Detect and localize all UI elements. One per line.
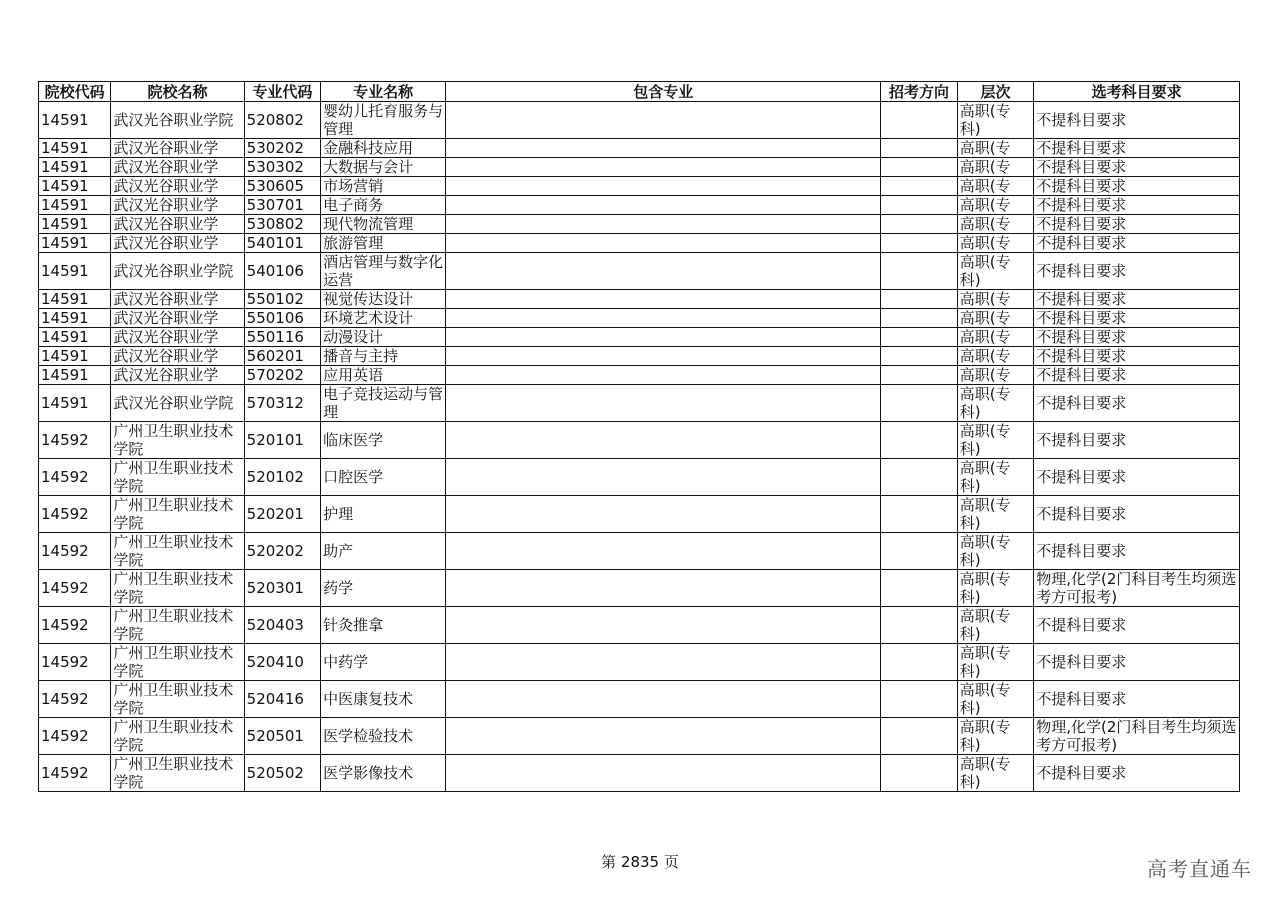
subject-requirement-cell: 不提科目要求 [1034, 290, 1240, 309]
major-code-cell: 570312 [244, 385, 320, 422]
direction-cell [881, 290, 957, 309]
level-cell: 高职(专科) [957, 607, 1033, 644]
subject-requirement-cell: 不提科目要求 [1034, 215, 1240, 234]
level-cell: 高职(专 [957, 215, 1033, 234]
subject-requirement-cell: 不提科目要求 [1034, 139, 1240, 158]
major-name-cell: 药学 [321, 570, 446, 607]
major-code-cell: 530802 [244, 215, 320, 234]
table-row [39, 718, 1240, 755]
major-code-cell: 520403 [244, 607, 320, 644]
subject-requirement-cell: 不提科目要求 [1034, 366, 1240, 385]
direction-cell [881, 385, 957, 422]
major-name-cell: 医学影像技术 [321, 755, 446, 792]
subject-requirement-cell: 不提科目要求 [1034, 347, 1240, 366]
major-code-cell: 520802 [244, 102, 320, 139]
major-code-cell: 520201 [244, 496, 320, 533]
school-code-cell: 14591 [39, 309, 111, 328]
included-majors-cell [446, 347, 881, 366]
school-name-cell: 广州卫生职业技术学院 [111, 607, 244, 644]
direction-cell [881, 139, 957, 158]
major-name-cell: 市场营销 [321, 177, 446, 196]
school-name-cell: 武汉光谷职业学 [111, 234, 244, 253]
table-row [39, 158, 1240, 177]
subject-requirement-cell: 不提科目要求 [1034, 755, 1240, 792]
direction-cell [881, 253, 957, 290]
table-row [39, 385, 1240, 422]
school-code-cell: 14592 [39, 755, 111, 792]
major-name-cell: 电子竞技运动与管理 [321, 385, 446, 422]
major-code-cell: 540106 [244, 253, 320, 290]
school-name-cell: 广州卫生职业技术学院 [111, 422, 244, 459]
table-row [39, 215, 1240, 234]
major-code-cell: 520202 [244, 533, 320, 570]
level-cell: 高职(专科) [957, 253, 1033, 290]
major-name-cell: 旅游管理 [321, 234, 446, 253]
direction-cell [881, 607, 957, 644]
major-name-cell: 中医康复技术 [321, 681, 446, 718]
direction-cell [881, 533, 957, 570]
page-number: 第 2835 页 [601, 853, 679, 871]
level-cell: 高职(专 [957, 158, 1033, 177]
table-row [39, 681, 1240, 718]
direction-cell [881, 718, 957, 755]
major-name-cell: 现代物流管理 [321, 215, 446, 234]
subject-requirement-cell: 不提科目要求 [1034, 496, 1240, 533]
header-level: 层次 [957, 82, 1033, 102]
level-cell: 高职(专科) [957, 755, 1033, 792]
school-code-cell: 14592 [39, 496, 111, 533]
major-code-cell: 530202 [244, 139, 320, 158]
major-name-cell: 医学检验技术 [321, 718, 446, 755]
school-code-cell: 14591 [39, 347, 111, 366]
table-row [39, 366, 1240, 385]
major-code-cell: 520301 [244, 570, 320, 607]
level-cell: 高职(专 [957, 328, 1033, 347]
major-name-cell: 视觉传达设计 [321, 290, 446, 309]
major-code-cell: 520102 [244, 459, 320, 496]
major-code-cell: 530605 [244, 177, 320, 196]
major-name-cell: 临床医学 [321, 422, 446, 459]
major-name-cell: 婴幼儿托育服务与管理 [321, 102, 446, 139]
school-name-cell: 广州卫生职业技术学院 [111, 718, 244, 755]
school-code-cell: 14591 [39, 366, 111, 385]
included-majors-cell [446, 215, 881, 234]
direction-cell [881, 366, 957, 385]
school-name-cell: 广州卫生职业技术学院 [111, 496, 244, 533]
included-majors-cell [446, 234, 881, 253]
major-name-cell: 助产 [321, 533, 446, 570]
subject-requirement-cell: 不提科目要求 [1034, 459, 1240, 496]
school-code-cell: 14591 [39, 139, 111, 158]
school-code-cell: 14592 [39, 681, 111, 718]
level-cell: 高职(专科) [957, 718, 1033, 755]
major-code-cell: 520502 [244, 755, 320, 792]
included-majors-cell [446, 533, 881, 570]
subject-requirement-cell: 不提科目要求 [1034, 328, 1240, 347]
subject-requirement-cell: 不提科目要求 [1034, 681, 1240, 718]
school-name-cell: 广州卫生职业技术学院 [111, 755, 244, 792]
table-row [39, 347, 1240, 366]
header-major-code: 专业代码 [244, 82, 320, 102]
header-school-code: 院校代码 [39, 82, 111, 102]
header-major-name: 专业名称 [321, 82, 446, 102]
level-cell: 高职(专 [957, 347, 1033, 366]
subject-requirement-cell: 物理,化学(2门科目考生均须选考方可报考) [1034, 570, 1240, 607]
header-subject-requirement: 选考科目要求 [1034, 82, 1240, 102]
level-cell: 高职(专 [957, 290, 1033, 309]
table-row [39, 177, 1240, 196]
direction-cell [881, 215, 957, 234]
level-cell: 高职(专科) [957, 459, 1033, 496]
school-code-cell: 14591 [39, 177, 111, 196]
header-direction: 招考方向 [881, 82, 957, 102]
included-majors-cell [446, 718, 881, 755]
direction-cell [881, 681, 957, 718]
major-code-cell: 550106 [244, 309, 320, 328]
subject-requirement-cell: 不提科目要求 [1034, 422, 1240, 459]
school-code-cell: 14591 [39, 328, 111, 347]
subject-requirement-cell: 不提科目要求 [1034, 533, 1240, 570]
direction-cell [881, 234, 957, 253]
subject-requirement-cell: 不提科目要求 [1034, 158, 1240, 177]
table-row [39, 607, 1240, 644]
subject-requirement-cell: 不提科目要求 [1034, 607, 1240, 644]
direction-cell [881, 177, 957, 196]
school-name-cell: 广州卫生职业技术学院 [111, 644, 244, 681]
major-code-cell: 520101 [244, 422, 320, 459]
subject-requirement-cell: 不提科目要求 [1034, 253, 1240, 290]
table-row [39, 533, 1240, 570]
included-majors-cell [446, 644, 881, 681]
level-cell: 高职(专 [957, 234, 1033, 253]
school-name-cell: 广州卫生职业技术学院 [111, 570, 244, 607]
direction-cell [881, 347, 957, 366]
major-code-cell: 520416 [244, 681, 320, 718]
level-cell: 高职(专 [957, 196, 1033, 215]
school-code-cell: 14592 [39, 459, 111, 496]
included-majors-cell [446, 177, 881, 196]
direction-cell [881, 328, 957, 347]
table-body [39, 102, 1240, 792]
direction-cell [881, 644, 957, 681]
direction-cell [881, 755, 957, 792]
level-cell: 高职(专 [957, 309, 1033, 328]
direction-cell [881, 570, 957, 607]
header-included-majors: 包含专业 [446, 82, 881, 102]
school-name-cell: 武汉光谷职业学院 [111, 253, 244, 290]
included-majors-cell [446, 422, 881, 459]
included-majors-cell [446, 681, 881, 718]
major-name-cell: 电子商务 [321, 196, 446, 215]
included-majors-cell [446, 607, 881, 644]
included-majors-cell [446, 196, 881, 215]
included-majors-cell [446, 496, 881, 533]
major-code-cell: 530302 [244, 158, 320, 177]
level-cell: 高职(专科) [957, 496, 1033, 533]
school-name-cell: 广州卫生职业技术学院 [111, 459, 244, 496]
table-row [39, 459, 1240, 496]
level-cell: 高职(专科) [957, 570, 1033, 607]
school-code-cell: 14591 [39, 158, 111, 177]
included-majors-cell [446, 309, 881, 328]
table-row [39, 755, 1240, 792]
subject-requirement-cell: 不提科目要求 [1034, 309, 1240, 328]
table-row [39, 253, 1240, 290]
school-name-cell: 武汉光谷职业学 [111, 290, 244, 309]
school-name-cell: 武汉光谷职业学 [111, 177, 244, 196]
major-name-cell: 金融科技应用 [321, 139, 446, 158]
major-name-cell: 环境艺术设计 [321, 309, 446, 328]
major-name-cell: 中药学 [321, 644, 446, 681]
major-name-cell: 大数据与会计 [321, 158, 446, 177]
major-name-cell: 应用英语 [321, 366, 446, 385]
direction-cell [881, 309, 957, 328]
included-majors-cell [446, 158, 881, 177]
school-name-cell: 武汉光谷职业学 [111, 139, 244, 158]
included-majors-cell [446, 755, 881, 792]
header-row [39, 82, 1240, 102]
major-code-cell: 550102 [244, 290, 320, 309]
major-name-cell: 动漫设计 [321, 328, 446, 347]
table-row [39, 309, 1240, 328]
school-name-cell: 武汉光谷职业学 [111, 196, 244, 215]
school-code-cell: 14591 [39, 196, 111, 215]
school-code-cell: 14591 [39, 102, 111, 139]
school-name-cell: 武汉光谷职业学院 [111, 102, 244, 139]
table-row [39, 196, 1240, 215]
direction-cell [881, 459, 957, 496]
major-name-cell: 口腔医学 [321, 459, 446, 496]
major-code-cell: 550116 [244, 328, 320, 347]
school-code-cell: 14591 [39, 253, 111, 290]
school-name-cell: 武汉光谷职业学 [111, 158, 244, 177]
school-code-cell: 14592 [39, 718, 111, 755]
level-cell: 高职(专科) [957, 644, 1033, 681]
direction-cell [881, 158, 957, 177]
level-cell: 高职(专 [957, 177, 1033, 196]
subject-requirement-cell: 物理,化学(2门科目考生均须选考方可报考) [1034, 718, 1240, 755]
school-code-cell: 14591 [39, 215, 111, 234]
included-majors-cell [446, 290, 881, 309]
school-name-cell: 广州卫生职业技术学院 [111, 681, 244, 718]
subject-requirement-cell: 不提科目要求 [1034, 644, 1240, 681]
subject-requirement-cell: 不提科目要求 [1034, 177, 1240, 196]
school-code-cell: 14592 [39, 533, 111, 570]
included-majors-cell [446, 328, 881, 347]
direction-cell [881, 102, 957, 139]
header-school-name: 院校名称 [111, 82, 244, 102]
included-majors-cell [446, 139, 881, 158]
major-name-cell: 护理 [321, 496, 446, 533]
school-code-cell: 14591 [39, 234, 111, 253]
included-majors-cell [446, 459, 881, 496]
school-name-cell: 广州卫生职业技术学院 [111, 533, 244, 570]
major-code-cell: 520410 [244, 644, 320, 681]
table-row [39, 328, 1240, 347]
subject-requirement-cell: 不提科目要求 [1034, 196, 1240, 215]
table-row [39, 290, 1240, 309]
direction-cell [881, 422, 957, 459]
direction-cell [881, 196, 957, 215]
school-code-cell: 14591 [39, 385, 111, 422]
level-cell: 高职(专科) [957, 385, 1033, 422]
level-cell: 高职(专 [957, 366, 1033, 385]
level-cell: 高职(专 [957, 139, 1033, 158]
school-name-cell: 武汉光谷职业学 [111, 347, 244, 366]
subject-requirement-cell: 不提科目要求 [1034, 102, 1240, 139]
major-code-cell: 570202 [244, 366, 320, 385]
school-code-cell: 14592 [39, 422, 111, 459]
included-majors-cell [446, 570, 881, 607]
included-majors-cell [446, 366, 881, 385]
major-name-cell: 播音与主持 [321, 347, 446, 366]
major-code-cell: 560201 [244, 347, 320, 366]
subject-requirement-cell: 不提科目要求 [1034, 385, 1240, 422]
school-name-cell: 武汉光谷职业学 [111, 215, 244, 234]
level-cell: 高职(专科) [957, 681, 1033, 718]
school-code-cell: 14592 [39, 607, 111, 644]
table-row [39, 422, 1240, 459]
level-cell: 高职(专科) [957, 533, 1033, 570]
school-name-cell: 武汉光谷职业学 [111, 328, 244, 347]
brand-watermark: 高考直通车 [1147, 857, 1252, 881]
major-code-cell: 540101 [244, 234, 320, 253]
table-row [39, 644, 1240, 681]
included-majors-cell [446, 385, 881, 422]
school-name-cell: 武汉光谷职业学院 [111, 385, 244, 422]
major-name-cell: 酒店管理与数字化运营 [321, 253, 446, 290]
table-row [39, 496, 1240, 533]
major-code-cell: 520501 [244, 718, 320, 755]
level-cell: 高职(专科) [957, 102, 1033, 139]
table-row [39, 139, 1240, 158]
included-majors-cell [446, 253, 881, 290]
direction-cell [881, 496, 957, 533]
school-name-cell: 武汉光谷职业学 [111, 366, 244, 385]
table-row [39, 102, 1240, 139]
subject-requirement-cell: 不提科目要求 [1034, 234, 1240, 253]
table-row [39, 570, 1240, 607]
admission-table [38, 81, 1240, 792]
major-code-cell: 530701 [244, 196, 320, 215]
school-code-cell: 14592 [39, 570, 111, 607]
major-name-cell: 针灸推拿 [321, 607, 446, 644]
level-cell: 高职(专科) [957, 422, 1033, 459]
included-majors-cell [446, 102, 881, 139]
school-code-cell: 14591 [39, 290, 111, 309]
school-name-cell: 武汉光谷职业学 [111, 309, 244, 328]
school-code-cell: 14592 [39, 644, 111, 681]
table-row [39, 234, 1240, 253]
